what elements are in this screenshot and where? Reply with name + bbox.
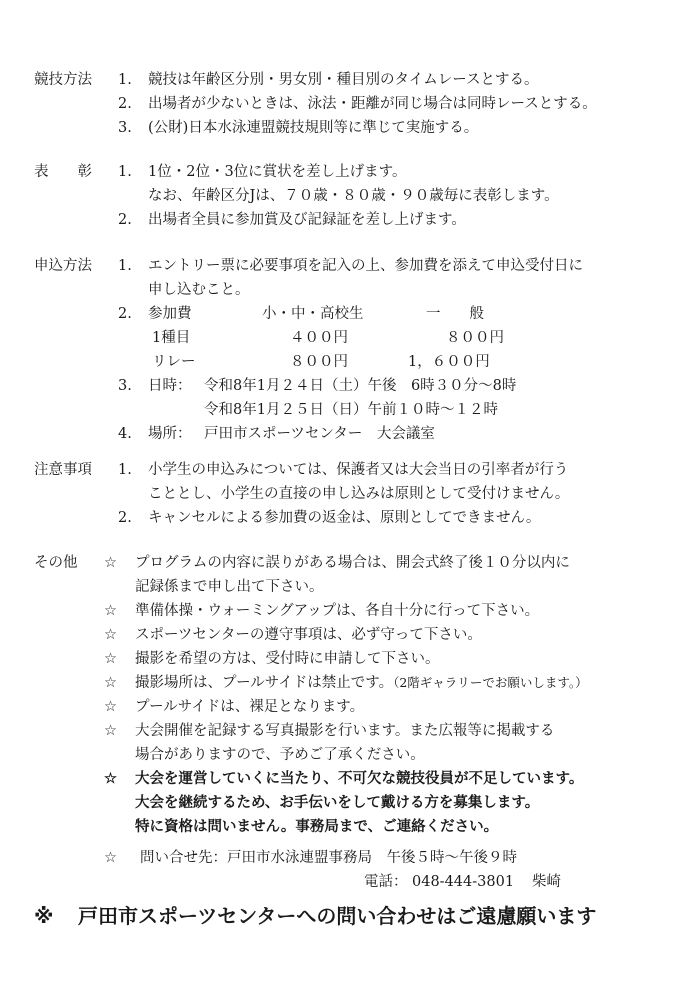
fee-row-single [34, 326, 684, 350]
item-text: 1位・2位・3位に賞状を差し上げます。 [148, 164, 407, 180]
star-icon: ☆ [104, 651, 117, 667]
application-section [34, 254, 684, 446]
footer-notice [34, 900, 596, 929]
phone-label: 電話： [364, 874, 408, 890]
application-row-1 [34, 254, 684, 278]
item-number: 2. [118, 212, 132, 228]
item-number: 1. [118, 164, 132, 180]
competition-method-section [34, 68, 684, 140]
awards-row-1 [34, 160, 684, 184]
star-icon: ☆ [104, 850, 117, 866]
datetime-line-1: 令和8年1月２４日（土）午後 6時３０分～8時 [204, 378, 517, 394]
item-note: （2階ギャラリーでお願いします。） [393, 675, 588, 690]
item-text: スポーツセンターの遵守事項は、必ず守って下さい。 [135, 627, 482, 643]
item-text: 競技は年齢区分別・男女別・種目別のタイムレースとする。 [148, 72, 539, 88]
other-row-6 [34, 695, 684, 719]
star-icon: ☆ [104, 699, 117, 715]
item-text-wrapper [135, 671, 588, 695]
competition-method-row-2 [34, 92, 684, 116]
competition-method-row-3 [34, 116, 684, 140]
notes-section [34, 458, 684, 530]
section-label: 競技方法 [34, 72, 92, 88]
item-number: 1. [118, 72, 132, 88]
fee-student-value: ４００円 [290, 330, 348, 346]
contact-section [34, 846, 684, 894]
item-text: (公財)日本水泳連盟競技規則等に準じて実施する。 [148, 120, 479, 136]
item-continuation: 申し込むこと。 [148, 282, 250, 298]
item-text: エントリー票に必要事項を記入の上、参加費を添えて申込受付日に [148, 258, 583, 274]
item-text: 出場者が少ないときは、泳法・距離が同じ場合は同時レースとする。 [148, 96, 597, 112]
item-continuation: こととし、小学生の直接の申し込みは原則として受付けません。 [148, 486, 570, 502]
star-icon: ☆ [104, 770, 117, 787]
contact-person: 柴崎 [532, 874, 561, 890]
item-number: 1. [118, 462, 132, 478]
other-row-7 [34, 719, 684, 743]
awards-section [34, 160, 684, 232]
venue-label: 場所： [148, 426, 192, 442]
reference-mark-icon: ※ [34, 904, 54, 928]
other-row-3 [34, 623, 684, 647]
item-text: プールサイドは、裸足となります。 [135, 699, 365, 715]
other-row-1-cont [34, 575, 684, 599]
item-number: 1. [118, 258, 132, 274]
item-text: 小学生の申込みについては、保護者又は大会当日の引率者が行う [148, 462, 569, 478]
item-number: 2. [118, 306, 132, 322]
datetime-label: 日時： [148, 378, 192, 394]
star-icon: ☆ [104, 627, 117, 643]
datetime-row-2 [34, 398, 684, 422]
notes-row-1 [34, 458, 684, 482]
item-number: 4. [118, 426, 132, 442]
venue-row [34, 422, 684, 446]
item-number: 3. [118, 378, 132, 394]
section-label: 注意事項 [34, 462, 92, 478]
contact-row-1 [34, 846, 684, 870]
fee-header-general: 一 般 [426, 306, 484, 322]
fee-general-value: ８００円 [446, 330, 504, 346]
other-row-5 [34, 671, 684, 695]
star-icon: ☆ [104, 603, 117, 619]
item-continuation: なお、年齢区分Jは、７０歳・８０歳・９０歳毎に表彰します。 [148, 188, 559, 204]
recruit-row-3 [34, 815, 684, 839]
fee-general-value: 1，６００円 [408, 354, 490, 370]
other-row-4 [34, 647, 684, 671]
item-number: 2. [118, 96, 132, 112]
item-text: 準備体操・ウォーミングアップは、各自十分に行って下さい。 [135, 603, 540, 619]
other-section [34, 551, 684, 839]
item-text: プログラムの内容に誤りがある場合は、開会式終了後１０分以内に [135, 555, 570, 571]
contact-text: 問い合せ先：戸田市水泳連盟事務局 午後５時～午後９時 [140, 850, 517, 866]
fee-table-header [34, 302, 684, 326]
awards-row-2 [34, 208, 684, 232]
notes-row-1-cont [34, 482, 684, 506]
fee-row-label: 1種目 [152, 330, 191, 346]
item-number: 2. [118, 510, 132, 526]
item-text: 撮影場所は、プールサイドは禁止です。 [135, 675, 394, 691]
other-row-7-cont [34, 743, 684, 767]
recruit-text: 大会を継続するため、お手伝いをして戴ける方を募集します。 [135, 794, 540, 811]
fee-student-value: ８００円 [290, 354, 348, 370]
datetime-row-1 [34, 374, 684, 398]
other-row-2 [34, 599, 684, 623]
recruit-row-1 [34, 767, 684, 791]
star-icon: ☆ [104, 555, 117, 571]
section-label: その他 [34, 555, 78, 571]
recruit-text: 特に資格は問いません。事務局まで、ご連絡ください。 [135, 818, 499, 835]
section-label: 表 彰 [34, 164, 92, 180]
fee-row-label: リレー [152, 354, 196, 370]
recruit-row-2 [34, 791, 684, 815]
venue-text: 戸田市スポーツセンター 大会議室 [204, 426, 435, 442]
fee-header-student: 小・中・高校生 [262, 306, 364, 322]
section-label: 申込方法 [34, 258, 92, 274]
item-text: 出場者全員に参加賞及び記録証を差し上げます。 [148, 212, 466, 228]
application-row-1-cont [34, 278, 684, 302]
fee-header-label: 参加費 [148, 306, 192, 322]
footer-text: 戸田市スポーツセンターへの問い合わせはご遠慮願います [78, 904, 597, 928]
recruit-text: 大会を運営していくに当たり、不可欠な競技役員が不足しています。 [135, 770, 584, 787]
star-icon: ☆ [104, 675, 117, 691]
fee-row-relay [34, 350, 684, 374]
competition-method-row-1 [34, 68, 684, 92]
item-text: 撮影を希望の方は、受付時に申請して下さい。 [135, 651, 440, 667]
awards-row-1-cont [34, 184, 684, 208]
item-number: 3. [118, 120, 132, 136]
contact-row-2 [34, 870, 684, 894]
star-icon: ☆ [104, 723, 117, 739]
datetime-line-2: 令和8年1月２５日（日）午前１０時～１２時 [204, 402, 498, 418]
other-row-1 [34, 551, 684, 575]
item-continuation: 場合がありますので、予めご了承ください。 [135, 747, 425, 763]
item-continuation: 記録係まで申し出て下さい。 [135, 579, 324, 595]
phone-number: 048-444-3801 [412, 874, 515, 890]
item-text: 大会開催を記録する写真撮影を行います。また広報等に掲載する [135, 723, 555, 739]
item-text: キャンセルによる参加費の返金は、原則としてできません。 [148, 510, 541, 526]
notes-row-2 [34, 506, 684, 530]
